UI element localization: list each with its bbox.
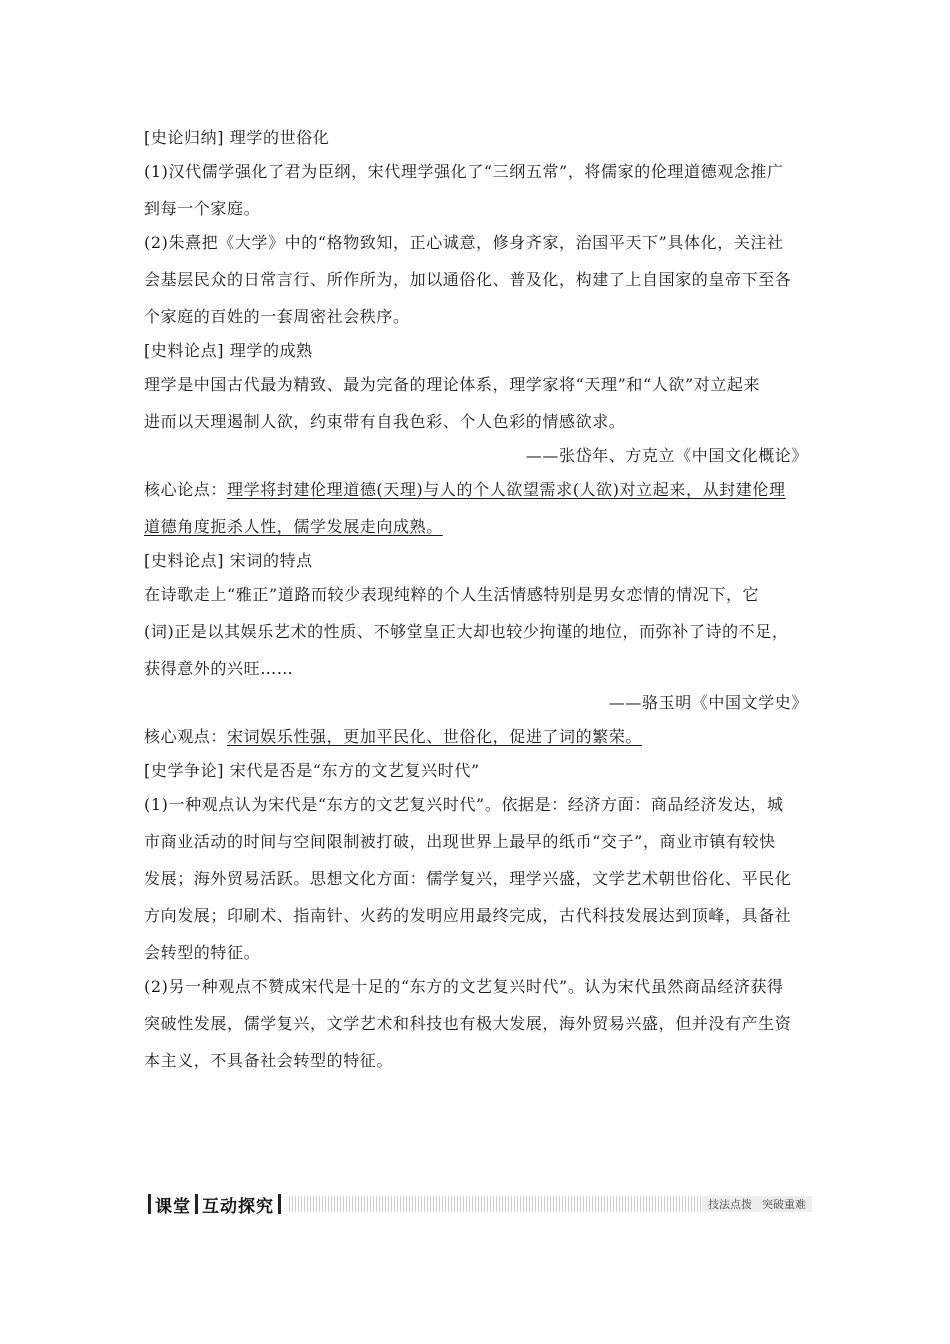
text-line: (词)正是以其娱乐艺术的性质、不够堂皇正大却也较少拘谨的地位，而弥补了诗的不足， bbox=[144, 622, 789, 641]
core-text: 道德角度扼杀人性，儒学发展走向成熟。 bbox=[144, 517, 443, 536]
text-line: 突破性发展，儒学复兴，文学艺术和科技也有极大发展，海外贸易兴盛，但并没有产生资 bbox=[144, 1014, 792, 1033]
text-line: 本主义，不具备社会转型的特征。 bbox=[144, 1051, 394, 1070]
core-label: 核心观点： bbox=[144, 727, 228, 746]
text-line: 会基层民众的日常言行、所作所为，加以通俗化、普及化，构建了上自国家的皇帝下至各 bbox=[144, 270, 792, 289]
paragraph bbox=[144, 233, 808, 327]
text-line: (1)一种观点认为宋代是“东方的文艺复兴时代”。依据是：经济方面：商品经济发达，城 bbox=[144, 795, 784, 814]
paragraph bbox=[144, 795, 808, 963]
banner-pattern bbox=[289, 1196, 702, 1212]
text-line: 个家庭的百姓的一套周密社会秩序。 bbox=[144, 307, 410, 326]
core-text: 宋词娱乐性强，更加平民化、世俗化，促进了词的繁荣。 bbox=[227, 727, 643, 746]
divider bbox=[148, 1194, 151, 1214]
quote-source: ——张岱年、方克立《中国文化概论》 bbox=[525, 446, 808, 465]
text-line: (1)汉代儒学强化了君为臣纲，宋代理学强化了“三纲五常”，将儒家的伦理道德观念推广 bbox=[144, 162, 784, 181]
quote-source: ——骆玉明《中国文学史》 bbox=[608, 693, 808, 712]
section-tag: [史料论点] 理学的成熟 bbox=[144, 341, 313, 360]
quote-text bbox=[144, 375, 808, 432]
document-body bbox=[144, 128, 808, 1085]
core-label: 核心论点： bbox=[144, 480, 228, 499]
banner-subtitle-right: 突破重难 bbox=[762, 1198, 806, 1211]
text-line: 理学是中国古代最为精致、最为完备的理论体系，理学家将“天理”和“人欲”对立起来 bbox=[144, 375, 761, 394]
banner-subtitle-left: 技法点拨 bbox=[708, 1198, 752, 1211]
banner-subtitle bbox=[702, 1196, 812, 1212]
banner-title-part2: 互动探究 bbox=[202, 1196, 274, 1217]
core-text: 理学将封建伦理道德(天理)与人的个人欲望需求(人欲)对立起来，从封建伦理 bbox=[227, 480, 786, 499]
banner-title-part1: 课堂 bbox=[155, 1196, 191, 1217]
divider bbox=[195, 1194, 198, 1214]
text-line: 进而以天理遏制人欲，约束带有自我色彩、个人色彩的情感欲求。 bbox=[144, 412, 626, 431]
text-line: (2)朱熹把《大学》中的“格物致知，正心诚意，修身齐家，治国平天下”具体化，关注社 bbox=[144, 233, 784, 252]
section-tag: [史论归纳] 理学的世俗化 bbox=[144, 128, 330, 147]
text-line: 发展；海外贸易活跃。思想文化方面：儒学复兴，理学兴盛，文学艺术朝世俗化、平民化 bbox=[144, 869, 792, 888]
text-line: 在诗歌走上“雅正”道路而较少表现纯粹的个人生活情感特别是男女恋情的情况下，它 bbox=[144, 585, 760, 604]
section-tag: [史学争论] 宋代是否是“东方的文艺复兴时代” bbox=[144, 761, 480, 780]
divider bbox=[278, 1194, 281, 1214]
text-line: 市商业活动的时间与空间限制被打破，出现世界上最早的纸币“交子”，商业市镇有较快 bbox=[144, 832, 776, 851]
paragraph bbox=[144, 162, 808, 219]
text-line: 获得意外的兴旺…… bbox=[144, 659, 294, 678]
core-point bbox=[144, 480, 808, 537]
text-line: 方向发展；印刷术、指南针、火药的发明应用最终完成，古代科技发展达到顶峰，具备社 bbox=[144, 906, 792, 925]
text-line: 到每一个家庭。 bbox=[144, 199, 261, 218]
core-point bbox=[144, 727, 808, 747]
quote-text bbox=[144, 585, 808, 679]
section-tag: [史料论点] 宋词的特点 bbox=[144, 551, 313, 570]
section-banner bbox=[144, 1192, 812, 1216]
text-line: 会转型的特征。 bbox=[144, 943, 261, 962]
text-line: (2)另一种观点不赞成宋代是十足的“东方的文艺复兴时代”。认为宋代虽然商品经济获得 bbox=[144, 977, 784, 996]
paragraph bbox=[144, 977, 808, 1071]
